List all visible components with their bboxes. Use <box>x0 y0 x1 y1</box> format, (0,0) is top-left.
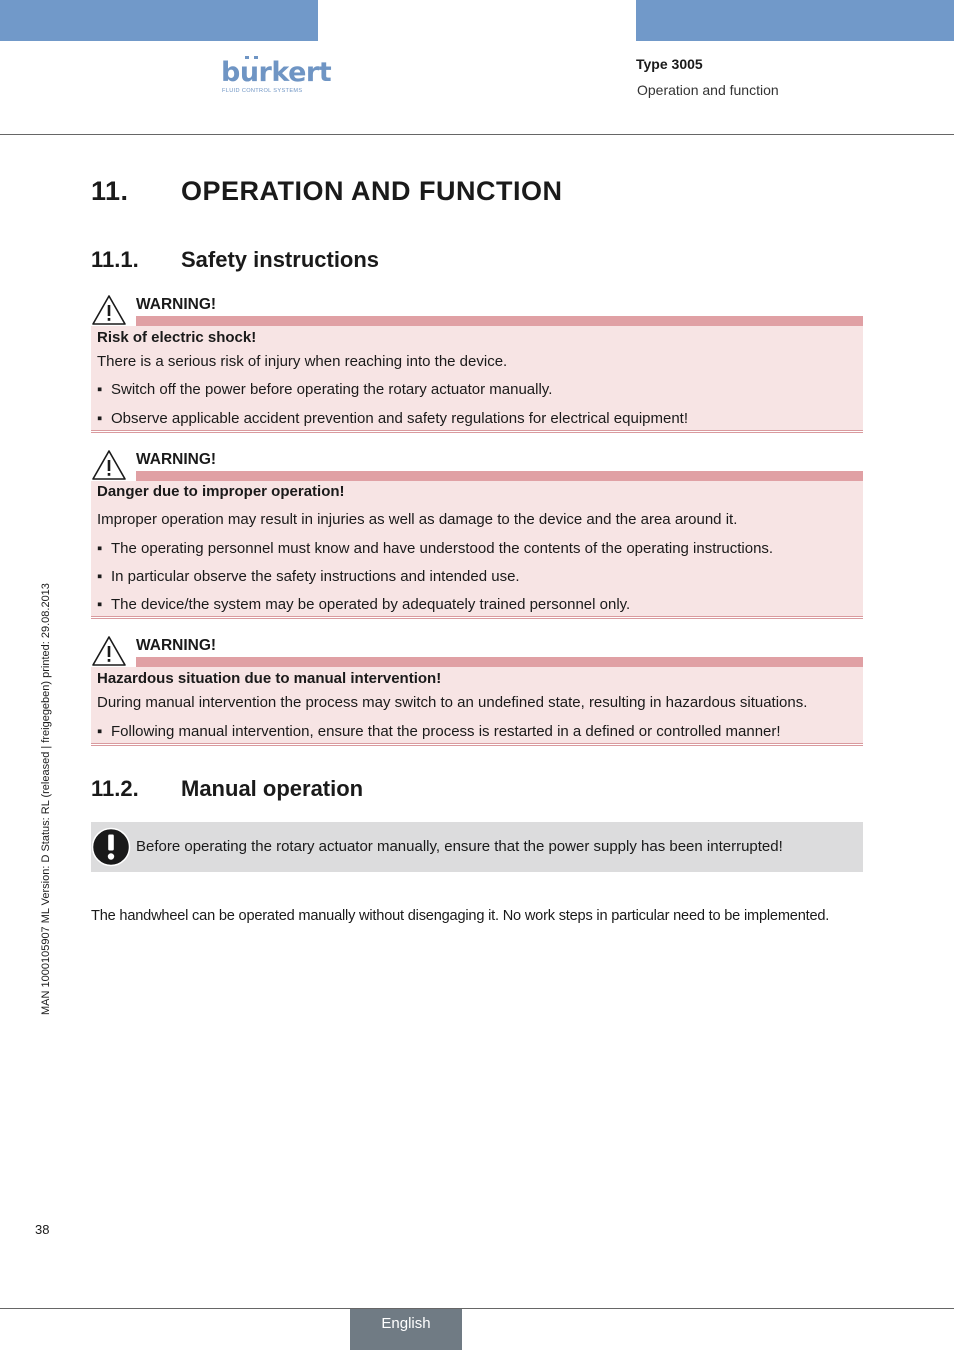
important-note-icon <box>91 827 131 867</box>
section-title: Manual operation <box>181 776 364 801</box>
warning-bullet: ▪ Following manual intervention, ensure that the process is restarted in a defined or controlled manner! <box>97 723 781 740</box>
header-bar-right <box>636 0 954 41</box>
chapter-heading <box>91 176 791 208</box>
chapter-number: 11. <box>91 176 129 206</box>
footer-divider <box>0 1308 954 1309</box>
bullet-icon: ▪ <box>97 410 103 427</box>
warning-end-rule <box>91 616 863 619</box>
section-number: 11.1. <box>91 247 139 272</box>
warning-label: WARNING! <box>136 296 217 313</box>
brand-logo: burkert <box>221 57 332 88</box>
warning-triangle-icon <box>91 294 127 326</box>
warning-bar <box>136 657 863 667</box>
header-divider <box>0 134 954 135</box>
bullet-icon: ▪ <box>97 381 103 398</box>
body-paragraph: The handwheel can be operated manually without disengaging it. No work steps in particular need to be implemented. <box>91 908 830 924</box>
warning-headline: Risk of electric shock! <box>97 329 257 346</box>
warning-bullet: ▪ Switch off the power before operating the rotary actuator manually. <box>97 381 553 398</box>
warning-text: During manual intervention the process may switch to an undefined state, resulting in hazardous situations. <box>97 694 808 711</box>
bullet-icon: ▪ <box>97 596 103 613</box>
brand-tagline: FLUID CONTROL SYSTEMS <box>222 88 303 94</box>
header-bar-left <box>0 0 318 41</box>
warning-triangle-icon <box>91 449 127 481</box>
warning-headline: Danger due to improper operation! <box>97 483 345 500</box>
warning-bullet: ▪ The device/the system may be operated by adequately trained personnel only. <box>97 596 631 613</box>
warning-label: WARNING! <box>136 451 217 468</box>
header-section: Operation and function <box>637 82 779 98</box>
bullet-icon: ▪ <box>97 723 103 740</box>
warning-bullet: ▪ The operating personnel must know and have understood the contents of the operating instructions. <box>97 540 774 557</box>
page-number: 38 <box>35 1222 50 1237</box>
warning-text: There is a serious risk of injury when reaching into the device. <box>97 353 508 370</box>
section-heading-safety <box>91 247 691 275</box>
warning-bullet: ▪ In particular observe the safety instructions and intended use. <box>97 568 520 585</box>
chapter-title: OPERATION AND FUNCTION <box>181 176 563 206</box>
warning-bullet: ▪ Observe applicable accident prevention and safety regulations for electrical equipment! <box>97 410 689 427</box>
language-tab: English <box>350 1309 462 1350</box>
header-type: Type 3005 <box>636 56 703 72</box>
warning-bar <box>136 316 863 326</box>
warning-headline: Hazardous situation due to manual intervention! <box>97 670 442 687</box>
section-number: 11.2. <box>91 776 139 801</box>
bullet-icon: ▪ <box>97 540 103 557</box>
warning-end-rule <box>91 430 863 433</box>
warning-end-rule <box>91 743 863 746</box>
warning-triangle-icon <box>91 635 127 667</box>
bullet-icon: ▪ <box>97 568 103 585</box>
document-metadata: MAN 1000105907 ML Version: D Status: RL (released | freigegeben) printed: 29.08.2013 <box>40 583 52 1015</box>
section-title: Safety instructions <box>181 247 380 272</box>
warning-bar <box>136 471 863 481</box>
section-heading-manual <box>91 776 691 804</box>
warning-text: Improper operation may result in injuries as well as damage to the device and the area around it. <box>97 511 738 528</box>
note-text: Before operating the rotary actuator manually, ensure that the power supply has been interrupted! <box>136 838 783 855</box>
warning-label: WARNING! <box>136 637 217 654</box>
